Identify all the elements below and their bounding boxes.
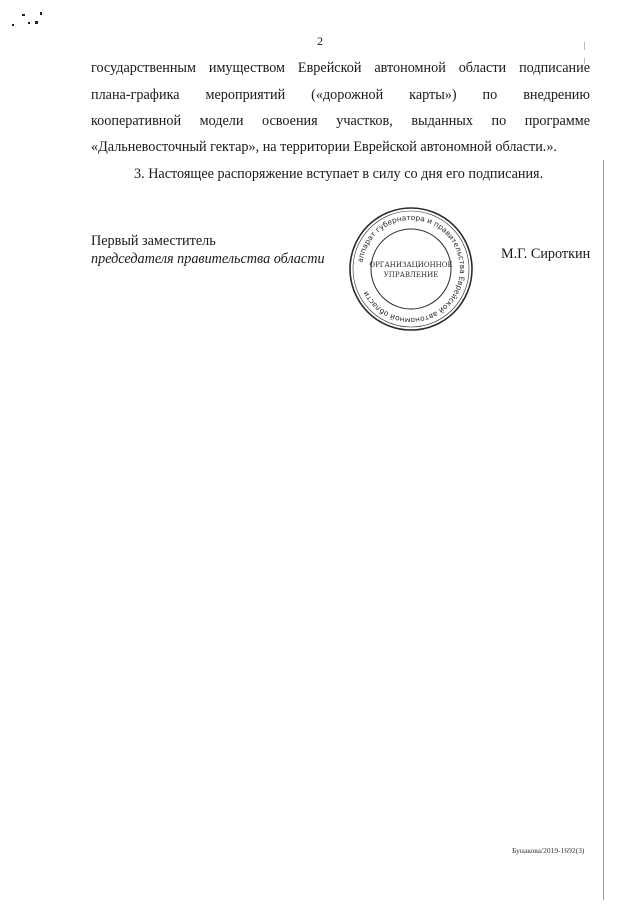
footer-document-code: Бунакова/2019-1692(3): [512, 846, 585, 855]
body-line-4: «Дальневосточный гектар», на территории Еврейской автономной области.».: [91, 139, 557, 155]
scan-edge-line: [603, 160, 604, 900]
clause-3: 3. Настоящее распоряжение вступает в силу со дня его подписания.: [134, 166, 544, 182]
body-line-3: кооперативной модели освоения участков, выданных по программе: [91, 113, 590, 129]
signer-name: М.Г. Сироткин: [501, 246, 591, 262]
seal-center-line-2: УПРАВЛЕНИЕ: [383, 271, 439, 279]
scan-speck: [22, 14, 25, 16]
body-line-1: государственным имуществом Еврейской автономной области подписание: [91, 60, 590, 76]
scan-speck: [35, 21, 38, 24]
seal-inner-ring: [371, 229, 451, 309]
seal-outer-ring-inner: [353, 211, 469, 327]
signer-title-line-2: председателя правительства области: [91, 251, 325, 267]
scan-speck: [28, 22, 30, 24]
scan-speck: [40, 12, 42, 15]
signer-title-line-1: Первый заместитель: [91, 233, 216, 249]
official-seal-stamp: [347, 205, 475, 333]
seal-center-line-1: ОРГАНИЗАЦИОННОЕ: [369, 261, 453, 269]
seal-outer-ring: [350, 208, 472, 330]
scan-speck: [12, 24, 14, 26]
page-number: 2: [317, 34, 323, 48]
body-line-2: плана-графика мероприятий («дорожной карты») по внедрению: [91, 87, 590, 103]
seal-ring-text: аппарат губернатора и правительства Еврейской автономной области: [355, 212, 468, 326]
